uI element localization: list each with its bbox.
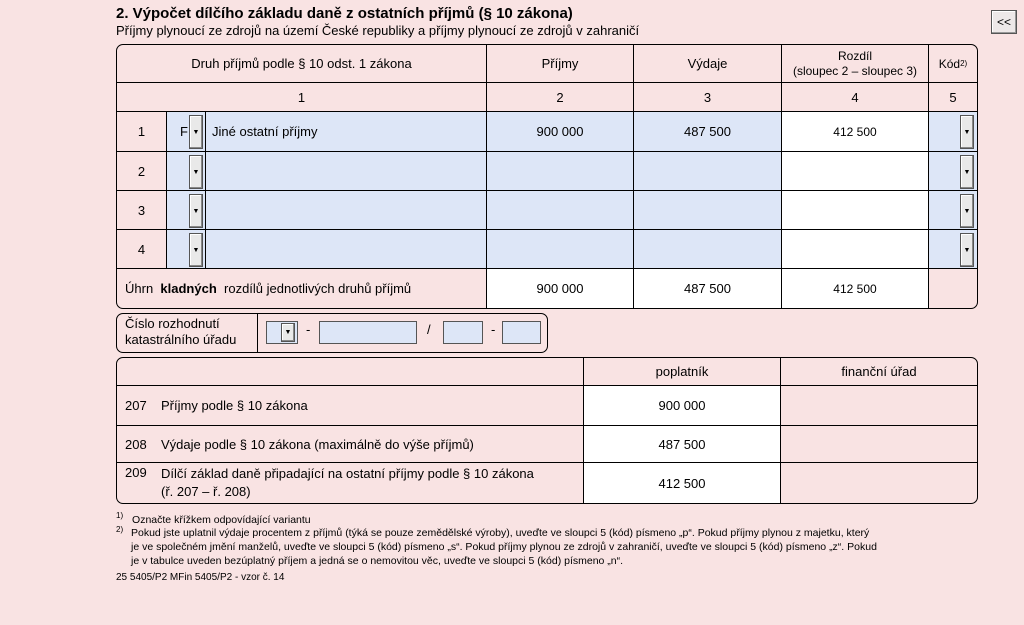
row-209-poplatnik: 412 500 [584, 463, 781, 503]
chevron-down-icon: ▼ [284, 329, 292, 336]
col-header-kod [929, 45, 977, 83]
row-druh-field[interactable] [206, 230, 487, 269]
row-209-text: Dílčí základ daně připadající na ostatní příjmy podle § 10 zákona [161, 466, 534, 481]
row-rozdil-value [782, 230, 929, 269]
col-number-4: 4 [782, 83, 929, 112]
row-kod-dropdown[interactable] [960, 233, 974, 267]
total-kod [929, 269, 977, 308]
katastr-label-line1: Číslo rozhodnutí [125, 316, 220, 331]
row-druh-field[interactable]: Jiné ostatní příjmy [206, 112, 487, 152]
katastr-year-field[interactable] [443, 321, 483, 344]
income-table [116, 44, 978, 309]
chevron-down-icon: ▼ [963, 128, 971, 136]
rozdil-label: Rozdíl [837, 48, 872, 63]
row-prijmy-field[interactable] [487, 191, 634, 230]
col-number-2: 2 [487, 83, 634, 112]
total-vydaje: 487 500 [634, 269, 782, 308]
summary-header-blank [117, 358, 584, 386]
katastr-box [116, 313, 548, 353]
rozdil-sublabel: (sloupec 2 – sloupec 3) [792, 63, 918, 78]
row-208-number: 208 [125, 436, 147, 452]
row-208-poplatnik: 487 500 [584, 426, 781, 463]
row-number: 1 [117, 112, 167, 152]
row-code-dropdown[interactable] [189, 115, 203, 149]
row-code-dropdown[interactable] [189, 194, 203, 228]
row-kod-dropdown[interactable] [960, 155, 974, 189]
katastr-code-dropdown[interactable] [281, 323, 295, 342]
row-208-urad [781, 426, 977, 463]
katastr-number-field[interactable] [319, 321, 417, 344]
footnote-2-mark-text: 2) [116, 525, 124, 534]
katastr-sep3: - [491, 322, 496, 337]
total-prijmy: 900 000 [487, 269, 634, 308]
footnote-2-line3: je v tabulce uveden bezúplatný příjem a jedná se o nemovitou věc, uveďte ve sloupci 5 (kód) písmeno „n“. [131, 555, 624, 567]
row-207-text: Příjmy podle § 10 zákona [161, 398, 308, 413]
row-code-dropdown[interactable] [189, 233, 203, 267]
row-209-label [117, 463, 584, 503]
row-vydaje-field[interactable] [634, 191, 782, 230]
row-207-urad [781, 386, 977, 426]
total-label-bold: kladných [160, 281, 217, 296]
col-header-druh: Druh příjmů podle § 10 odst. 1 zákona [117, 45, 487, 83]
chevron-down-icon: ▼ [192, 246, 200, 254]
kod-label: Kód [938, 56, 961, 71]
row-rozdil-value [782, 191, 929, 230]
total-label [117, 269, 487, 308]
row-209-number: 209 [125, 465, 147, 480]
katastr-label-line2: katastrálního úřadu [125, 332, 237, 347]
col-header-urad: finanční úřad [781, 358, 977, 386]
col-header-poplatnik: poplatník [584, 358, 781, 386]
row-208-label [117, 426, 584, 463]
katastr-sep2: / [427, 322, 431, 337]
row-208-text: Výdaje podle § 10 zákona (maximálně do výše příjmů) [161, 436, 474, 452]
kod-footnote-mark: 2) [960, 59, 968, 68]
row-rozdil-value [782, 152, 929, 191]
chevron-down-icon: ▼ [963, 246, 971, 254]
katastr-suffix-field[interactable] [502, 321, 541, 344]
col-number-3: 3 [634, 83, 782, 112]
footnote-2-line1: Pokud jste uplatnil výdaje procentem z příjmů (týká se pouze zemědělské výroby), uveďte ve sloupci 5 (kód) písmeno „p“. Pokud příjmy plynou z majetku, který [131, 527, 870, 539]
chevron-down-icon: ▼ [963, 168, 971, 176]
row-number: 3 [117, 191, 167, 230]
col-header-prijmy: Příjmy [487, 45, 634, 83]
summary-table [116, 357, 978, 504]
footnote-2-line2: je ve společném jmění manželů, uveďte ve sloupci 5 (kód) písmeno „s“. Pokud příjmy plynou ze zdrojů v zahraničí, uveďte ve sloupci 5 (kód) písmeno „z“. Pokud [131, 541, 877, 553]
col-header-rozdil [782, 45, 929, 83]
total-label-pre: Úhrn [125, 281, 154, 296]
chevron-down-icon: ▼ [192, 207, 200, 215]
col-number-5: 5 [929, 83, 977, 112]
row-207-label [117, 386, 584, 426]
row-207-number: 207 [125, 398, 147, 413]
form-code: 25 5405/P2 MFin 5405/P2 - vzor č. 14 [116, 572, 285, 583]
row-number: 2 [117, 152, 167, 191]
row-code-value: F [180, 124, 188, 139]
row-prijmy-field[interactable] [487, 152, 634, 191]
row-vydaje-field[interactable] [634, 152, 782, 191]
row-vydaje-field[interactable]: 487 500 [634, 112, 782, 152]
row-prijmy-field[interactable] [487, 230, 634, 269]
section-subtitle: Příjmy plynoucí ze zdrojů na území České republiky a příjmy plynoucí ze zdrojů v zahraničí [116, 23, 640, 38]
row-kod-dropdown[interactable] [960, 115, 974, 149]
row-number: 4 [117, 230, 167, 269]
footnote-2-mark [116, 523, 123, 541]
col-number-1: 1 [117, 83, 487, 112]
row-209-subtext: (ř. 207 – ř. 208) [161, 484, 251, 499]
total-rozdil: 412 500 [782, 269, 929, 308]
col-header-vydaje: Výdaje [634, 45, 782, 83]
row-prijmy-field[interactable]: 900 000 [487, 112, 634, 152]
footnote-1 [116, 509, 311, 527]
row-druh-field[interactable] [206, 152, 487, 191]
footnote-1-text: Označte křížkem odpovídající variantu [132, 513, 311, 526]
footnote-1-mark: 1) [116, 511, 124, 520]
chevron-down-icon: ▼ [963, 207, 971, 215]
katastr-divider [257, 314, 258, 352]
row-vydaje-field[interactable] [634, 230, 782, 269]
row-code-dropdown[interactable] [189, 155, 203, 189]
row-druh-field[interactable] [206, 191, 487, 230]
chevron-down-icon: ▼ [192, 168, 200, 176]
katastr-sep1: - [306, 322, 311, 337]
katastr-label [125, 316, 236, 348]
back-button[interactable]: << [991, 10, 1017, 34]
chevron-down-icon: ▼ [192, 128, 200, 136]
section-title: 2. Výpočet dílčího základu daně z ostatních příjmů (§ 10 zákona) [116, 5, 573, 22]
row-kod-dropdown[interactable] [960, 194, 974, 228]
footnote-2 [131, 526, 991, 568]
row-209-urad [781, 463, 977, 503]
row-207-poplatnik: 900 000 [584, 386, 781, 426]
row-209-text-wrap [161, 465, 534, 501]
total-label-post: rozdílů jednotlivých druhů příjmů [224, 281, 412, 296]
row-rozdil-value: 412 500 [782, 112, 929, 152]
